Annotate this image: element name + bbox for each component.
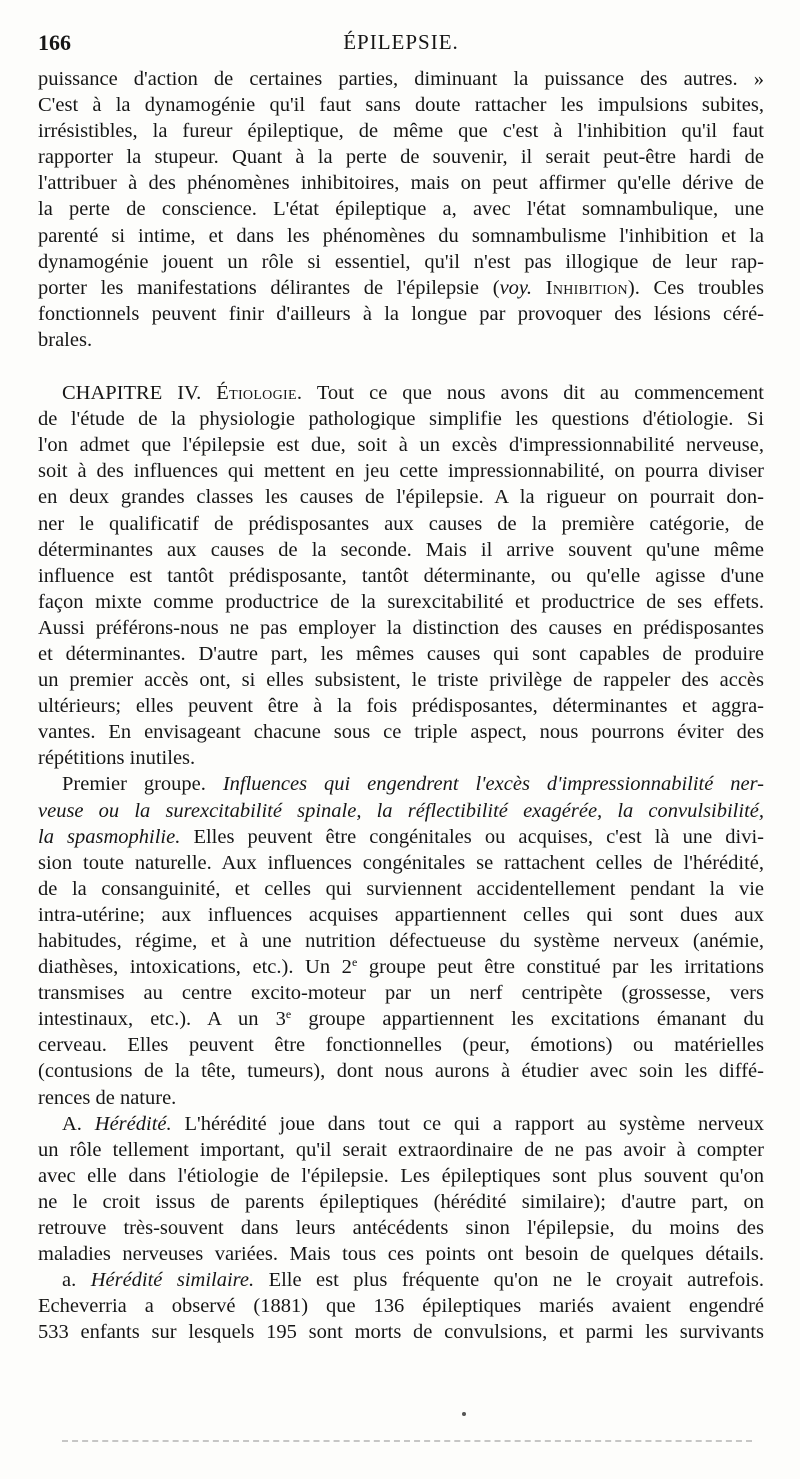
text-line: puissance d'action de certaines parties, diminuant la puissance des autres. » — [38, 68, 764, 90]
text-line — [38, 275, 764, 301]
running-head — [38, 30, 764, 60]
chapter-heading: CHAPITRE IV. — [62, 382, 202, 405]
superscript: e — [285, 1007, 292, 1022]
italic-run: Influences qui engendrent l'excès d'impressionnabilité ner- — [222, 773, 765, 796]
italic-run: voy. — [499, 276, 533, 299]
section-title: Hérédité. — [94, 1112, 172, 1135]
chapter-iv — [38, 380, 764, 771]
text-line: ner le qualificatif de prédisposantes aux causes de la première catégorie, de — [38, 512, 764, 535]
text-line: répétitions inutiles. — [38, 747, 196, 770]
cross-reference: Inhibition — [545, 276, 628, 299]
chapter-subheading: Étiologie. — [216, 382, 303, 405]
premier-groupe — [38, 771, 764, 1110]
text-run: groupe appartiennent les excitations émanant du — [291, 1008, 764, 1031]
text-line: un premier accès ont, si elles subsistent, le triste privilège de rappeler des accès — [38, 669, 764, 692]
text-line: l'attribuer à des phénomènes inhibitoires, mais on peut affirmer qu'elle dérive de — [38, 172, 764, 195]
text-line: retrouve très-souvent dans leurs antécédents sinon l'épilepsie, du moins des — [38, 1217, 764, 1240]
text-line: habitudes, régime, et à une nutrition défectueuse du système nerveux (anémie, — [38, 930, 764, 952]
text-run: intestinaux, etc.). A un 3 — [38, 1008, 286, 1031]
text-line: veuse ou la surexcitabilité spinale, la réflectibilité exagérée, la convulsibilité, — [38, 799, 764, 822]
text-line: Echeverria a observé (1881) que 136 épileptiques mariés avaient engendré — [38, 1295, 764, 1318]
page-number: 166 — [38, 30, 71, 55]
text-line: la perte de conscience. L'état épileptique a, avec l'état somnambulique, une — [38, 198, 764, 221]
text-run: diathèses, intoxications, etc.). Un 2 — [38, 956, 352, 979]
text-run: Tout ce que nous avons dit au commencement — [316, 382, 764, 405]
text-line: l'on admet que l'épilepsie est due, soit à un excès d'impressionnabilité nerveuse, — [38, 434, 764, 457]
text-run: Elles peuvent être congénitales ou acquises, c'est là une divi- — [193, 825, 765, 848]
book-page — [38, 0, 764, 1479]
text-line: irrésistibles, la fureur épileptique, de même que c'est à l'inhibition qu'il faut — [38, 120, 764, 143]
text-line: façon mixte comme productrice de la surexcitabilité et productrice de ses effets. — [38, 590, 764, 613]
bottom-scan-artifact — [62, 1440, 752, 1442]
text-line: fonctionnels peuvent finir d'ailleurs à la longue par provoquer des lésions céré- — [38, 302, 764, 325]
text-line — [38, 824, 764, 850]
ink-speck — [462, 1412, 466, 1416]
text-line: soit à des influences qui mettent en jeu cette impressionnabilité, on pourra diviser — [38, 460, 764, 483]
text-line: maladies nerveuses variées. Mais tous ces points ont besoin de quelques détails. — [38, 1243, 764, 1266]
italic-run: la spasmophilie. — [38, 825, 181, 848]
text-line — [38, 1006, 764, 1032]
text-line: de la consanguinité, et celles qui surviennent accidentellement pendant la vie — [38, 877, 764, 900]
text-run: L'hérédité joue dans tout ce qui a rapport au système nerveux — [184, 1112, 764, 1135]
text-run: groupe peut être constitué par les irritations — [357, 956, 764, 979]
section-heredite-similaire — [38, 1267, 764, 1345]
text-line: intra-utérine; aux influences acquises appartiennent celles qui sont dues aux — [38, 903, 764, 926]
text-line: rapporter la stupeur. Quant à la perte de souvenir, il serait peut-être hardi de — [38, 146, 764, 169]
text-line: avec elle dans l'étiologie de l'épilepsie. Les épileptiques sont plus souvent qu'on — [38, 1164, 764, 1187]
text-line — [38, 771, 764, 797]
text-line: sion toute naturelle. Aux influences congénitales se rattachent celles de l'hérédité, — [38, 851, 764, 874]
section-heredite — [38, 1111, 764, 1268]
paragraph-continuation — [38, 66, 764, 353]
text-line: dynamogénie jouent un rôle si essentiel, qu'il n'est pas illogique de leur rap- — [38, 250, 764, 273]
superscript: e — [351, 955, 358, 970]
section-letter: a. — [62, 1269, 77, 1292]
text-line: transmises au centre excito-moteur par un nerf centripète (grossesse, vers — [38, 982, 764, 1005]
text-line: et déterminantes. D'autre part, les mêmes causes qui sont capables de produire — [38, 642, 764, 665]
text-line: parenté si intime, et dans les phénomènes du somnambulisme l'inhibition et la — [38, 224, 764, 247]
section-letter: A. — [62, 1112, 82, 1135]
group-lead: Premier groupe. — [62, 773, 206, 796]
text-line: rences de nature. — [38, 1086, 177, 1109]
text-line: déterminantes aux causes de la seconde. Mais il arrive souvent qu'une même — [38, 538, 764, 561]
running-title: ÉPILEPSIE. — [343, 30, 459, 54]
text-run: ). Ces troubles — [627, 276, 765, 299]
text-line — [38, 1111, 764, 1137]
text-line: 533 enfants sur lesquels 195 sont morts de convulsions, et parmi les survivants — [38, 1321, 764, 1344]
text-run: porter les manifestations délirantes de l'épilepsie ( — [38, 276, 500, 299]
text-line: cerveau. Elles peuvent être fonctionnelles (peur, émotions) ou matérielles — [38, 1034, 764, 1057]
text-line: en deux grandes classes les causes de l'épilepsie. A la rigueur on pourrait don- — [38, 486, 764, 509]
text-line: influence est tantôt prédisposante, tantôt déterminante, ou qu'elle agisse d'une — [38, 564, 764, 587]
text-line: un rôle tellement important, qu'il serait extraordinaire de ne pas avoir à compter — [38, 1138, 764, 1161]
text-line: Aussi préférons-nous ne pas employer la distinction des causes en prédisposantes — [38, 616, 764, 639]
text-line — [38, 954, 764, 980]
text-line: ultérieurs; elles peuvent être à la fois prédisposantes, déterminantes et aggra- — [38, 695, 764, 718]
chapter-heading-line — [38, 380, 764, 406]
text-line: C'est à la dynamogénie qu'il faut sans doute rattacher les impulsions subites, — [38, 94, 764, 117]
text-run: Elle est plus fréquente qu'on ne le croyait autrefois. — [268, 1269, 765, 1292]
text-line: vantes. En envisageant chacune sous ce triple aspect, nous pourrons éviter des — [38, 721, 764, 744]
section-title: Hérédité similaire. — [90, 1269, 255, 1292]
text-line: de l'étude de la physiologie pathologique simplifie les questions d'étiologie. Si — [38, 408, 764, 431]
text-line — [38, 1267, 764, 1293]
text-line: brales. — [38, 328, 93, 351]
text-line: ne le croit issus de parents épileptiques (hérédité similaire); d'autre part, on — [38, 1190, 764, 1213]
text-line: (contusions de la tête, tumeurs), dont nous aurons à étudier avec soin les diffé- — [38, 1060, 764, 1083]
body-text — [38, 66, 764, 1346]
